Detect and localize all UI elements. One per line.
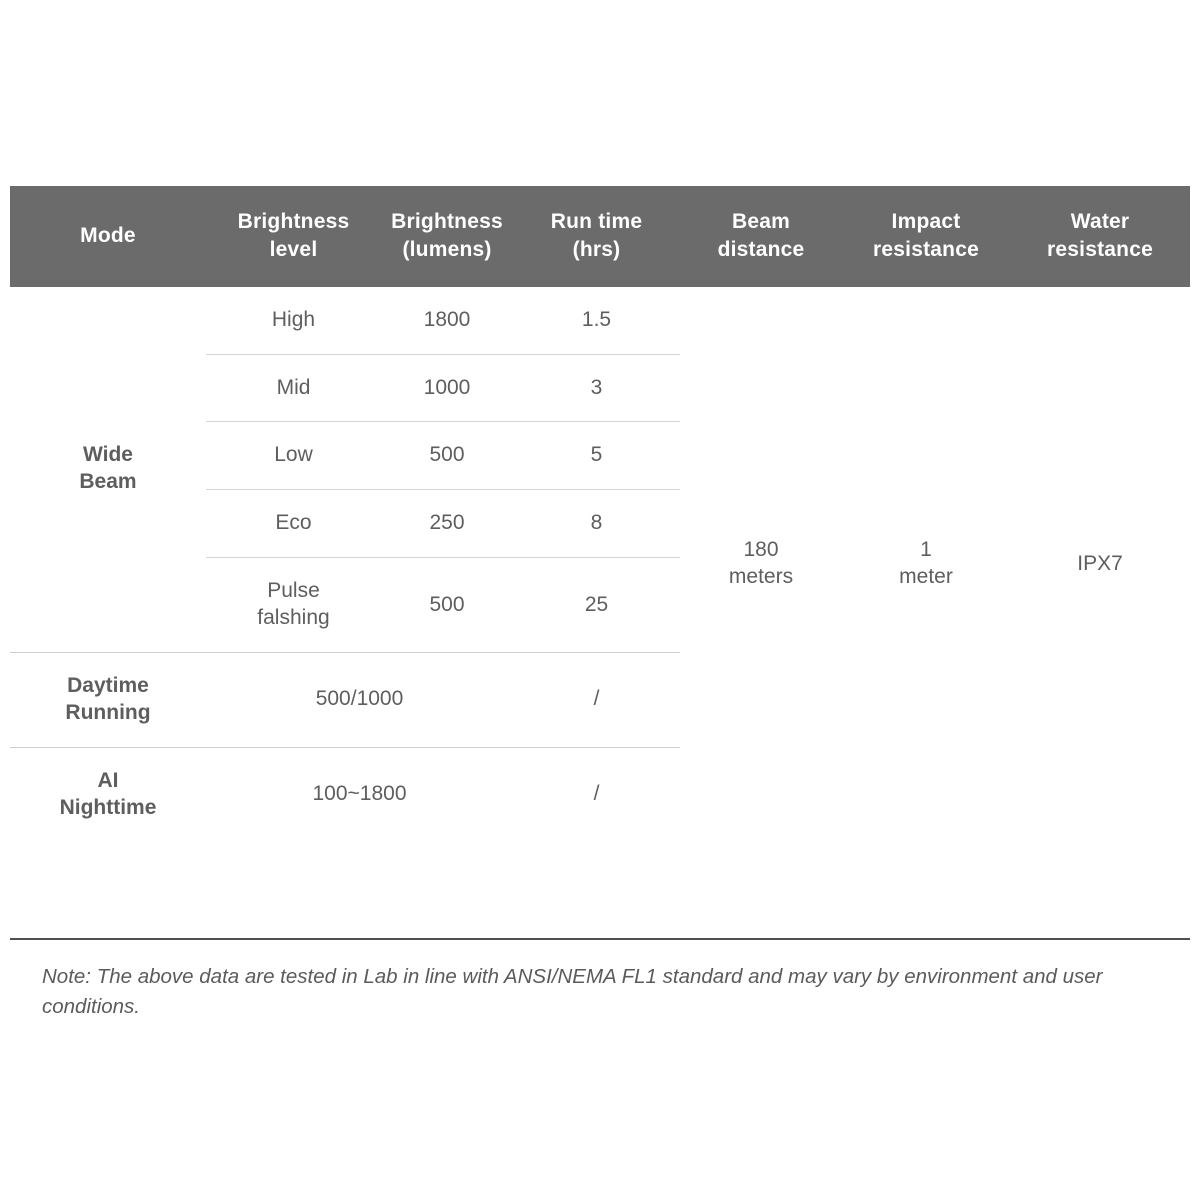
header-row [10,186,1190,287]
table-bottom-rule [10,938,1190,940]
table-header [10,186,1190,287]
column-header-mode-text: Mode [80,224,136,248]
cell-brightness-level: Low [206,422,381,490]
column-header-impact-line1: Impact [891,210,961,233]
column-header-beam-distance-line2: distance [717,238,805,262]
table-row [10,287,1190,354]
column-header-brightness-level-line1: Brightness [237,210,350,233]
column-header-brightness-lumens [381,186,513,287]
column-header-brightness-level [206,186,381,287]
cell-mode-daytime-running [10,652,206,747]
cell-brightness-level-line1: Pulse [267,579,320,603]
cell-beam-distance [680,287,842,842]
cell-mode-daytime-line1: Daytime [67,673,149,697]
column-header-run-time [513,186,680,287]
cell-brightness-lumens: 500 [381,422,513,490]
column-header-mode [10,186,206,287]
cell-beam-distance-line2: meters [728,565,794,589]
footnote-line1: Note: The above data are tested in Lab in line with ANSI/NEMA FL1 standard and may vary by environment [42,965,1018,988]
footnote [42,962,1172,1021]
column-header-beam-distance [680,186,842,287]
cell-water-resistance: IPX7 [1010,287,1190,842]
cell-run-time: / [513,747,680,841]
cell-brightness-lumens: 1000 [381,354,513,422]
cell-brightness-level: High [206,287,381,354]
cell-brightness-level: Eco [206,490,381,558]
cell-impact-line2: meter [899,565,953,589]
cell-brightness-lumens: 100~1800 [206,747,513,841]
column-header-water-resistance [1010,186,1190,287]
cell-mode-wide-beam-line1: Wide [83,443,133,467]
cell-brightness-lumens: 500/1000 [206,652,513,747]
cell-mode-ai-line2: Nighttime [59,795,157,819]
footnote-line2: and user conditions. [42,965,1103,1018]
cell-brightness-level-line2: falshing [257,606,330,630]
cell-run-time: 8 [513,490,680,558]
column-header-run-time-line2: (hrs) [572,238,621,262]
column-header-impact-line2: resistance [873,238,979,262]
column-header-brightness-lumens-line1: Brightness [391,210,503,233]
specification-table [10,186,1190,841]
column-header-beam-distance-line1: Beam [732,210,790,233]
cell-run-time: 25 [513,558,680,653]
cell-brightness-lumens: 500 [381,558,513,653]
cell-brightness-level: Mid [206,354,381,422]
column-header-brightness-level-line2: level [269,238,318,262]
cell-mode-ai-line1: AI [97,768,119,792]
column-header-brightness-lumens-line2: (lumens) [402,238,492,262]
cell-run-time: 1.5 [513,287,680,354]
cell-impact-resistance [842,287,1010,842]
table-body [10,287,1190,842]
cell-brightness-lumens: 250 [381,490,513,558]
cell-run-time: / [513,652,680,747]
specification-table-container [10,186,1190,841]
cell-mode-wide-beam [10,287,206,653]
cell-mode-wide-beam-line2: Beam [79,470,137,494]
column-header-impact-resistance [842,186,1010,287]
cell-run-time: 5 [513,422,680,490]
cell-mode-ai-nighttime [10,747,206,841]
column-header-water-line1: Water [1070,210,1130,233]
cell-brightness-lumens: 1800 [381,287,513,354]
cell-beam-distance-line1: 180 [743,538,779,562]
cell-brightness-level [206,558,381,653]
column-header-water-line2: resistance [1047,238,1153,262]
cell-impact-line1: 1 [920,538,932,562]
cell-mode-daytime-line2: Running [65,700,151,724]
column-header-run-time-line1: Run time [550,210,643,233]
cell-run-time: 3 [513,354,680,422]
